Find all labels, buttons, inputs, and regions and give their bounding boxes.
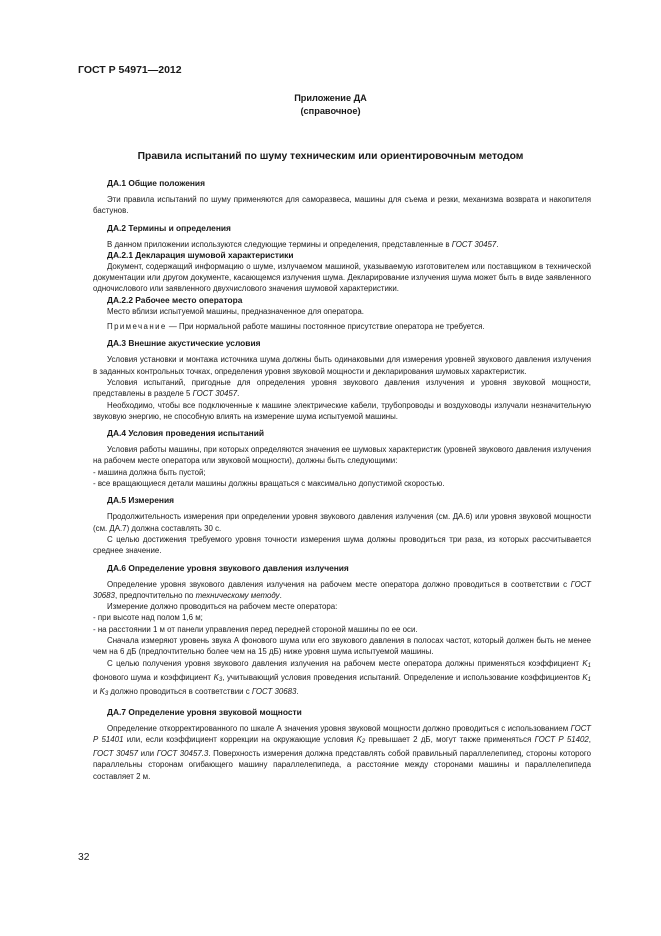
list-item: - при высоте над полом 1,6 м; [93,613,203,623]
standard-code: ГОСТ Р 54971—2012 [78,64,182,76]
section-heading: ДА.1 Общие положения [107,178,205,188]
coefficient-k1: K1 [582,672,591,683]
standard-reference: ГОСТ 30683 [251,687,297,697]
paragraph: Необходимо, чтобы все подключенные к машине электрические кабели, трубопроводы и воздуховоды излучали незначительную звуковую энергию, не способную влиять на измерение шума испытуемой машины. [93,400,591,421]
coefficient-k1: K1 [582,658,591,669]
paragraph: Условия установки и монтажа источника шума должны быть одинаковыми для измерения уровней звукового давления излучения в заданных контрольных точках, определения уровня звуковой мощности и декларирования шумовых характеристик. [93,355,591,376]
paragraph: Измерение должно проводиться на рабочем месте оператора: [107,602,338,612]
section-heading: ДА.5 Измерения [107,495,175,506]
list-item: - все вращающиеся детали машины должны вращаться с максимально допустимой скоростью. [93,479,445,489]
section-heading: ДА.4 Условия проведения испытаний [107,428,265,439]
paragraph: Документ, содержащий информацию о шуме, излучаемом машиной, указываемую изготовителем или поставщиком в технической документации или другом документе, касающемся излучения шума. Декларирование излучения шума может быть в виде заявленного одночислового или заявленного двухчислового значения шумовой характеристики. [93,261,591,294]
paragraph: Эти правила испытаний по шуму применяются для саморазвеса, машины для съема и резки, механизма возврата и накопителя бастунов. [93,195,591,216]
list-item: - машина должна быть пустой; [93,467,206,477]
section-da1 [93,178,591,217]
paragraph: Место вблизи испытуемой машины, предназначенное для оператора. [107,306,364,316]
section-da5 [93,495,591,556]
paragraph: Сначала измеряют уровень звука А фонового шума или его звукового давления в полосах частот, который должен быть не менее чем на 6 дБ (предпочтительно более чем на 15 дБ) ниже уровня шума испытуемой машины. [93,636,591,657]
section-da2 [93,222,591,333]
paragraph: Определение уровня звукового давления излучения на рабочем месте оператора должно проводиться в соответствии с ГОСТ 30683, предпочтительно по техническому методу. [93,579,591,600]
section-heading: ДА.2 Термины и определения [107,222,231,233]
appendix-title: Приложение ДА [294,93,367,103]
section-heading: ДА.7 Определение уровня звуковой мощности [107,706,302,717]
section-da7 [93,706,591,782]
paragraph: С целью получения уровня звукового давления излучения на рабочем месте оператора должны применяться коэффициент K1 фонового шума и коэффициент K3, учитывающий условия проведения испытаний. Определение и использование коэффициентов K1 и K3 должно проводиться в соответствии с ГОСТ 30683. [93,658,591,698]
paragraph: Условия испытаний, пригодные для определения уровня звукового давления излучения и уровня звуковой мощности, представлены в разделе 5 ГОСТ 30457. [93,377,591,399]
standard-reference: ГОСТ 30457 [93,749,139,759]
standard-reference: ГОСТ Р 51401 [93,723,591,744]
coefficient-k3: K3 [213,672,223,683]
coefficient-k2: K2 [356,734,366,745]
note-label: Примечание [107,322,167,332]
paragraph: В данном приложении используются следующие термины и определения, представленные в ГОСТ 30457. [107,239,499,249]
document-title: Правила испытаний по шуму техническим или ориентировочным методом [137,151,524,162]
section-da4 [93,428,591,489]
coefficient-k3: K3 [99,687,109,698]
standard-reference: ГОСТ 30457 [451,239,497,249]
appendix-status: (справочное) [300,106,361,116]
method-reference: техническому методу [195,590,280,600]
paragraph: Определение откорректированного по шкале А значения уровня звуковой мощности должно проводиться с использованием ГОСТ Р 51401 или, если коэффициент коррекции на окружающие условия K2 превышает 2 дБ, могут также применяться ГОСТ Р 51402, ГОСТ 30457 или ГОСТ 30457.3. Поверхность измерения должна представлять собой правильный параллелепипед, стороны которого параллельны сторонам огибающего машину параллелепипеда, а расстояние между сторонами машины и параллелепипеда составляет 2 м. [93,723,591,781]
paragraph: Условия работы машины, при которых определяются значения ее шумовых характеристик (уровней звукового давления излучения на рабочем месте оператора или звуковой мощности), должны быть следующими: [93,445,591,466]
paragraph: С целью достижения требуемого уровня точности измерения шума должны проводиться три раза, из которых рассчитывается среднее значение. [93,534,591,556]
section-da6 [93,562,591,701]
note: Примечание — При нормальной работе машины постоянное присутствие оператора не требуется. [107,322,485,332]
page-number: 32 [78,852,90,863]
appendix-heading [0,92,661,118]
standard-reference: ГОСТ 30683 [93,579,591,600]
section-da3 [93,338,591,422]
list-item: - на расстоянии 1 м от панели управления перед передней стороной машины по ее оси. [93,624,418,634]
standard-reference: ГОСТ 30457.3 [156,749,209,759]
subsection-heading: ДА.2.2 Рабочее место оператора [107,294,243,305]
section-heading: ДА.3 Внешние акустические условия [107,338,261,349]
standard-reference: ГОСТ Р 51402 [534,734,589,744]
document-body [93,178,591,782]
section-heading: ДА.6 Определение уровня звукового давления излучения [107,562,349,573]
subsection-heading: ДА.2.1 Декларация шумовой характеристики [107,249,294,260]
paragraph: Продолжительность измерения при определении уровня звукового давления излучения (см. ДА.6) или уровня звуковой мощности (см. ДА.7) должна составлять 30 с. [93,512,591,533]
standard-reference: ГОСТ 30457 [192,389,238,399]
